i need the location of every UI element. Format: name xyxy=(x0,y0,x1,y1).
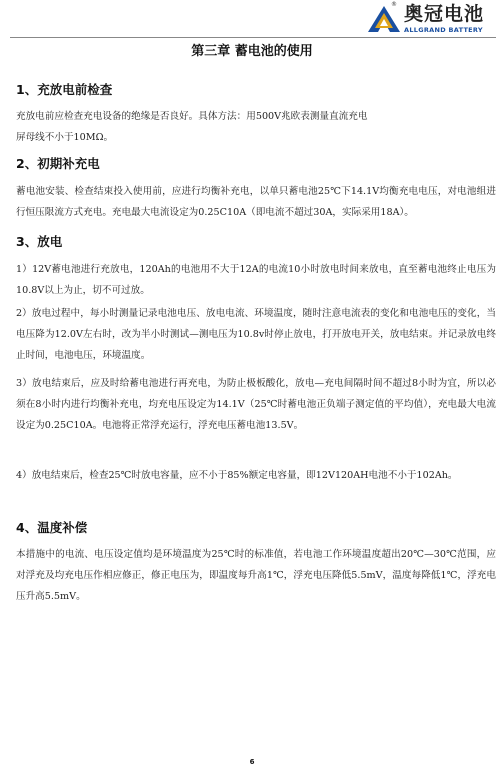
section-4-paragraph-1: 本措施中的电流、电压设定值均是环境温度为25℃时的标准值，若电池工作环境温度超出20℃—30℃范围，应对浮充及均充电压作相应修正，修正电压为，即温度每升高1℃，浮充电压降低5.5mV，温度每降低1℃，浮充电压升高5.5mV。 xyxy=(16,549,496,602)
section-heading-1: 1、充放电前检查 xyxy=(16,82,113,97)
page-header xyxy=(0,0,504,38)
section-heading-3: 3、放电 xyxy=(16,234,63,249)
brand-name-cn: 奥冠电池 xyxy=(404,3,485,25)
brand-name-en: ALLGRAND BATTERY xyxy=(404,26,483,34)
section-1-line-1: 充放电前应检查充电设备的绝缘是否良好。具体方法：用500V兆欧表测量直流充电 xyxy=(16,111,368,122)
registered-mark: ® xyxy=(391,1,397,8)
section-2-paragraph-1: 蓄电池安装、检查结束投入使用前，应进行均衡补充电，以单只蓄电池25℃下14.1V均衡充电电压，对电池组进行恒压限流方式充电。充电最大电流设定为0.25C10A（即电流不超过30A，实际采用18A）。 xyxy=(16,186,496,218)
header-divider xyxy=(10,37,496,38)
section-1-line-2: 屏母线不小于10MΩ。 xyxy=(16,132,114,143)
company-logo xyxy=(366,2,500,36)
section-3-paragraph-4: 4）放电结束后，检查25℃时放电容量，应不小于85%额定电容量，即12V120AH电池不小于102Ah。 xyxy=(16,470,458,481)
page-number: 6 xyxy=(249,758,255,766)
section-3-paragraph-1: 1）12V蓄电池进行充放电，120Ah的电池用不大于12A的电流10小时放电时间来放电，直至蓄电池终止电压为10.8V以上为止，切不可过放。 xyxy=(16,264,496,296)
chapter-title: 第三章 蓄电池的使用 xyxy=(191,44,313,59)
section-3-paragraph-2: 2）放电过程中，每小时测量记录电池电压、放电电流、环境温度，随时注意电流表的变化和电池电压的变化，当电压降为12.0V左右时，改为半小时测试—测电压为10.8v时停止放电，打开放电开关，放电结束。并记录放电终止时间，电池电压，环境温度。 xyxy=(16,308,496,361)
allgrand-logo-icon xyxy=(366,4,402,34)
section-heading-4: 4、温度补偿 xyxy=(16,520,88,535)
section-heading-2: 2、初期补充电 xyxy=(16,156,100,171)
section-3-paragraph-3: 3）放电结束后，应及时给蓄电池进行再充电，为防止极板酸化，放电—充电间隔时间不超过8小时为宜，所以必须在8小时内进行均衡补充电，均充电压设定为14.1V（25℃时蓄电池正负端子测定值的平均值），充电最大电流设定为0.25C10A。电池将正常浮充运行，浮充电压蓄电池13.5V。 xyxy=(16,378,496,431)
